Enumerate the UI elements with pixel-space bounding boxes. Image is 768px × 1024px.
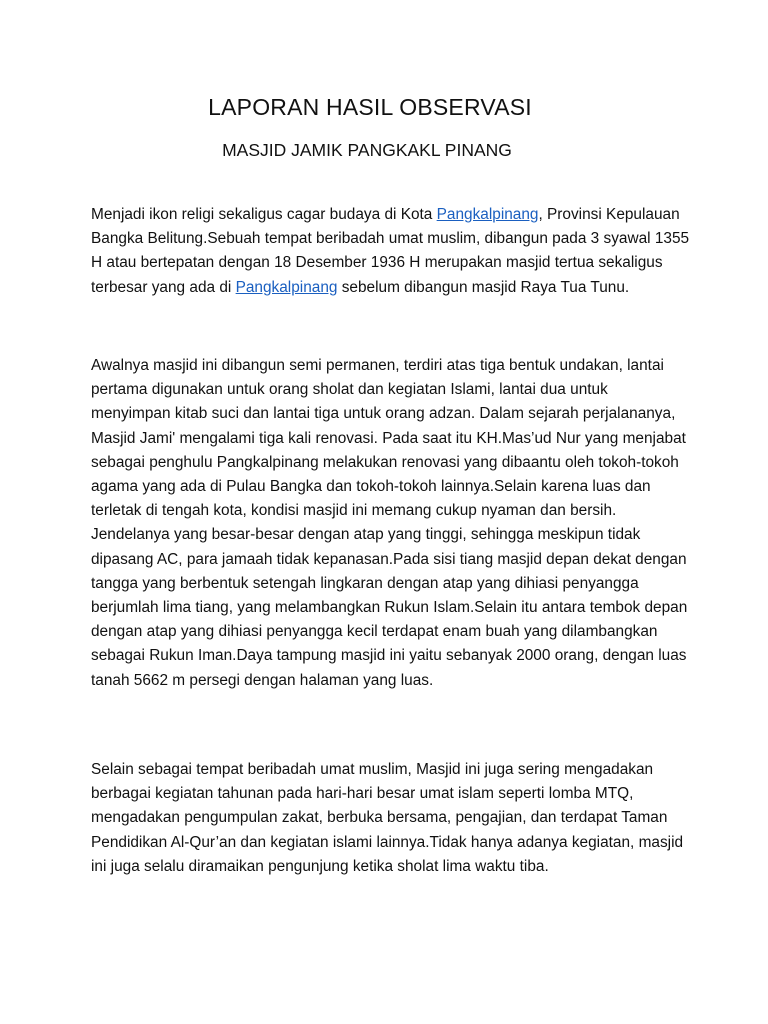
paragraph-intro-text-b: , Provinsi Kepulauan Bangka Belitung.Sebuah tempat beribadah umat muslim, dibangun pada 3 syawal 1355 H atau bertepatan dengan 18 Desember 1936 H merupakan masjid tertua sekaligus terbesar yang ada di [91, 206, 690, 296]
pangkalpinang-link-2[interactable]: Pangkalpinang [235, 278, 338, 296]
pangkalpinang-link-1[interactable]: Pangkalpinang [436, 206, 539, 223]
paragraph-intro [91, 203, 691, 300]
document-subtitle: MASJID JAMIK PANGKAKL PINANG [222, 140, 512, 160]
paragraph-history: Awalnya masjid ini dibangun semi permanen, terdiri atas tiga bentuk undakan, lantai pertama digunakan untuk orang sholat dan kegiatan Islami, lantai dua untuk menyimpan kitab suci dan lantai tiga untuk orang adzan. Dalam sejarah perjalananya, Masjid Jami' mengalami tiga kali renovasi. Pada saat itu KH.Mas’ud Nur yang menjabat sebagai penghulu Pangkalpinang melakukan renovasi yang dibaantu oleh tokoh-tokoh agama yang ada di Pulau Bangka dan tokoh-tokoh lainnya.Selain karena luas dan terletak di tengah kota, kondisi masjid ini memang cukup nyaman dan bersih. Jendelanya yang besar-besar dengan atap yang tinggi, sehingga meskipun tidak dipasang AC, para jamaah tidak kepanasan.Pada sisi tiang masjid depan dekat dengan tangga yang berbentuk setengah lingkaran dengan atap yang dihiasi penyangga berjumlah lima tiang, yang melambangkan Rukun Islam.Selain itu antara tembok depan dengan atap yang dihiasi penyangga kecil terdapat enam buah yang dilambangkan sebagai Rukun Iman.Daya tampung masjid ini yaitu sebanyak 2000 orang, dengan luas tanah 5662 m persegi dengan halaman yang luas. [91, 357, 688, 689]
paragraph-intro-text-a: Menjadi ikon religi sekaligus cagar budaya di Kota [91, 206, 437, 223]
paragraph-activities: Selain sebagai tempat beribadah umat muslim, Masjid ini juga sering mengadakan berbagai kegiatan tahunan pada hari-hari besar umat islam seperti lomba MTQ, mengadakan pengumpulan zakat, berbuka bersama, pengajian, dan terdapat Taman Pendidikan Al-Qur’an dan kegiatan islami lainnya.Tidak hanya adanya kegiatan, masjid ini juga selalu diramaikan pengunjung ketika sholat lima waktu tiba. [91, 761, 684, 875]
paragraph-intro-text-c: sebelum dibangun masjid Raya Tua Tunu. [337, 278, 630, 296]
document-title: LAPORAN HASIL OBSERVASI [208, 94, 532, 120]
